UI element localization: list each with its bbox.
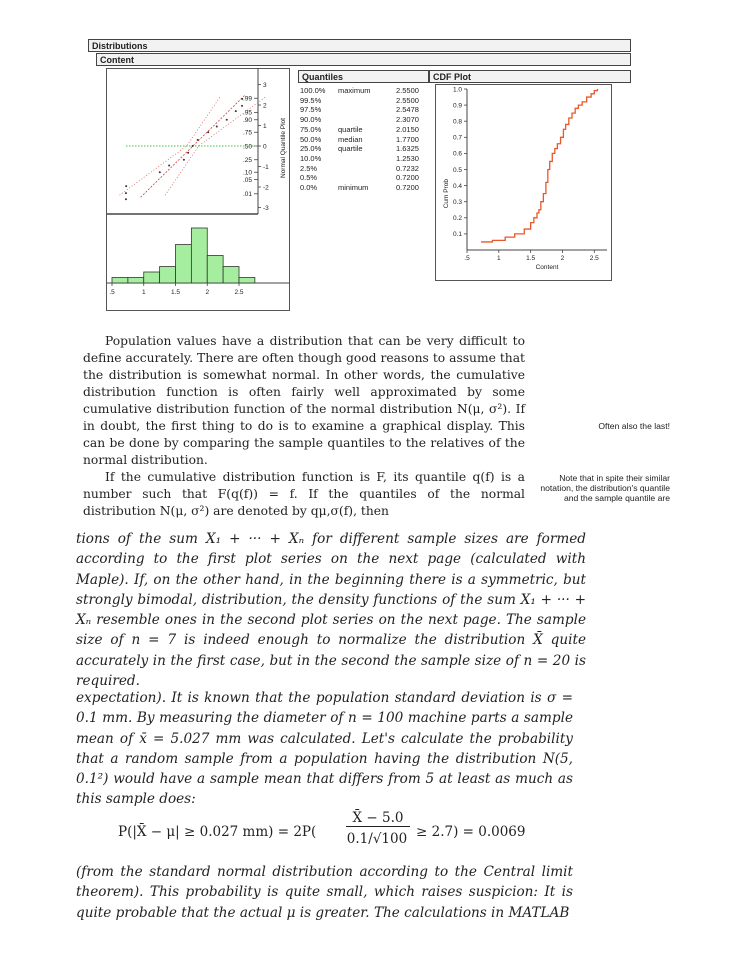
prob-tick-label: .95: [242, 109, 252, 117]
hist-x-tick-label: 1.5: [170, 289, 181, 296]
prob-tick-label: .10: [242, 169, 252, 177]
cdf-y-axis-title: Cum Prob: [443, 179, 450, 209]
content-title: Content: [100, 55, 134, 65]
prob-tick-label: .01: [242, 191, 252, 199]
prob-tick-label: .99: [242, 95, 252, 103]
quantile-point: [187, 152, 189, 154]
cdf-x-tick-label: 1: [497, 255, 501, 262]
paragraph-5: (from the standard normal distribution according to the Central limit theorem). This probability is quite small, which raises suspicion: It is quite probable that the actual μ is greater. The calculations in MATLAB: [76, 864, 573, 921]
cdf-y-tick-label: 0.3: [452, 199, 462, 206]
quantile-point: [168, 164, 170, 166]
quantile-tick-label: -1: [263, 163, 269, 171]
histogram-bar: [223, 267, 239, 284]
probability-equation: [118, 810, 578, 858]
quantile-pct: 75.0%: [300, 124, 322, 134]
cdf-y-tick-label: 1.0: [452, 86, 462, 94]
distributions-header[interactable]: [88, 39, 631, 52]
quantile-point: [125, 185, 127, 187]
equation-left: P(|X̄ − μ| ≥ 0.027 mm) = 2P(: [118, 824, 317, 840]
quantile-value: 2.5500: [396, 95, 419, 105]
quantile-value: 1.6325: [396, 144, 419, 154]
quantile-row: [300, 183, 430, 193]
quantile-value: 2.5478: [396, 105, 419, 115]
quantile-label: quartile: [338, 144, 363, 154]
quantile-pct: 99.5%: [300, 95, 322, 105]
histogram-bar: [160, 267, 176, 284]
quantile-label: median: [338, 134, 363, 144]
cdf-x-tick-label: 2: [560, 255, 565, 262]
distributions-title: Distributions: [92, 41, 148, 51]
cdf-x-tick-label: 1.5: [526, 255, 536, 262]
quantile-row: [300, 144, 430, 154]
quantile-tick-label: -2: [263, 184, 269, 192]
quantile-pct: 25.0%: [300, 144, 322, 154]
quantile-row: [300, 164, 430, 174]
prob-tick-label: .25: [242, 157, 252, 165]
cdf-y-tick-label: 0.9: [452, 102, 462, 110]
hist-x-tick-label: .5: [109, 289, 115, 296]
equation-numerator: X̄ − 5.0: [346, 810, 410, 827]
quantile-row: [300, 173, 430, 183]
prob-tick-label: .75: [242, 129, 252, 137]
quantile-label: maximum: [338, 86, 371, 95]
quantile-label: minimum: [338, 183, 369, 192]
quantile-point: [241, 98, 243, 100]
cdf-y-tick-label: 0.7: [452, 134, 462, 142]
cdf-header[interactable]: [429, 70, 631, 83]
cdf-y-tick-label: 0.1: [452, 231, 462, 239]
quantile-pct: 2.5%: [300, 163, 318, 173]
paragraph-2: If the cumulative distribution function is F, its quantile q(f) is a number such that F(q(f)) = f. If the quantiles of the normal distribution N(μ, σ²) are denoted by qμ,σ(f), then: [83, 470, 525, 518]
quantile-pct: 50.0%: [300, 134, 322, 144]
cdf-x-tick-label: .5: [464, 255, 470, 262]
quantile-row: [300, 96, 430, 106]
paragraph-3: tions of the sum X₁ + ··· + Xₙ for different sample sizes are formed according to the first plot series on the next page (calculated with Maple). If, on the other hand, in the beginning there is a symmetric, but strongly bimodal, distribution, the density functions of the sum X₁ + ··· + Xₙ resemble ones in the second plot series on the next page. The sample size of n = 7 is indeed enough to normalize the distribution X̄ quite accurately in the first case, but in the second the sample size of n = 20 is required.: [76, 531, 586, 690]
prob-tick-label: .05: [242, 176, 252, 184]
quantile-value: 0.7200: [396, 183, 419, 192]
content-header[interactable]: [96, 53, 631, 66]
quantile-value: 1.2530: [396, 153, 419, 163]
quantile-point: [125, 198, 127, 200]
quantile-point: [235, 110, 237, 112]
quantile-point: [207, 131, 209, 133]
paragraph-4: expectation). It is known that the population standard deviation is σ = 0.1 mm. By measuring the diameter of n = 100 machine parts a sample mean of x̄ = 5.027 mm was calculated. Let's calculate the probability that a random sample from a population having the distribution N(5, 0.1²) would have a sample mean that differs from 5 at least as much as this sample does:: [76, 690, 573, 808]
cdf-step-line: [481, 89, 597, 242]
quantile-value: 2.5500: [396, 86, 419, 95]
prob-tick-label: .90: [242, 117, 252, 125]
histogram-bar: [176, 245, 192, 284]
cdf-chart: [435, 84, 612, 281]
histogram-bar: [207, 256, 223, 284]
cdf-y-tick-label: 0.8: [452, 118, 462, 126]
hist-x-tick-label: 2.5: [234, 289, 244, 296]
quantile-point: [226, 119, 228, 121]
cdf-y-tick-label: 0.5: [452, 166, 462, 174]
quantile-pct: 97.5%: [300, 105, 322, 115]
cdf-y-tick-label: 0.6: [452, 150, 462, 158]
quantile-tick-label: 0: [263, 143, 267, 151]
quantile-point: [125, 192, 127, 194]
cdf-title: CDF Plot: [433, 72, 471, 82]
prob-tick-label: .50: [242, 143, 252, 151]
quantile-row: [300, 125, 430, 135]
quantile-point: [159, 171, 161, 173]
quantile-pct: 0.5%: [300, 173, 318, 183]
histogram-chart: [106, 68, 290, 311]
quantile-tick-label: 2: [263, 102, 267, 110]
quantiles-header[interactable]: [298, 70, 429, 83]
quantile-row: [300, 115, 430, 125]
quantile-pct: 10.0%: [300, 153, 322, 163]
cdf-y-tick-label: 0.4: [452, 182, 462, 190]
cdf-x-axis-title: Content: [535, 264, 559, 271]
margin-note-1: Often also the last!: [598, 421, 670, 431]
quantile-tick-label: -3: [263, 204, 269, 212]
histogram-bar: [128, 278, 144, 284]
quantile-value: 0.7232: [396, 163, 419, 173]
quantile-row: [300, 135, 430, 145]
quantile-point: [197, 139, 199, 141]
hist-x-tick-label: 1: [141, 289, 146, 296]
quantile-row: [300, 154, 430, 164]
histogram-bar: [112, 278, 128, 284]
histogram-bar: [191, 228, 207, 283]
equation-right: ≥ 2.7) = 0.0069: [416, 824, 526, 840]
quantile-label: quartile: [338, 124, 363, 134]
quantile-point: [192, 145, 194, 147]
equation-denominator: 0.1/√100: [346, 831, 408, 847]
quantile-tick-label: 3: [263, 81, 267, 89]
quantile-point: [216, 126, 218, 128]
quantile-value: 2.3070: [396, 115, 419, 125]
quantiles-title: Quantiles: [302, 72, 344, 82]
histogram-bar: [144, 272, 160, 283]
quantile-tick-label: 1: [263, 122, 267, 130]
histogram-bar: [239, 278, 255, 284]
cdf-x-tick-label: 2.5: [589, 255, 599, 262]
quantiles-table: [300, 86, 430, 206]
quantile-point: [183, 159, 185, 161]
cdf-y-tick-label: 0.2: [452, 215, 462, 223]
quantile-value: 0.7200: [396, 173, 419, 183]
paragraph-1: Population values have a distribution that can be very difficult to define accurately. There are often though good reasons to assume that the distribution is somewhat normal. In other words, the cumulative distribution function is often fairly well approximated by some cumulative distribution function of the normal distribution N(μ, σ²). If in doubt, the first thing to do is to examine a graphical display. This can be done by comparing the sample quantiles to the relatives of the normal distribution.: [83, 334, 525, 467]
quantile-value: 2.0150: [396, 124, 419, 134]
quantile-value: 1.7700: [396, 134, 419, 144]
quantile-row: [300, 105, 430, 115]
margin-note-2: Note that in spite their similar notation, the distribution's quantile and the sample quantile are: [540, 473, 670, 503]
quantile-pct: 90.0%: [300, 115, 322, 125]
hist-x-tick-label: 2: [205, 289, 210, 296]
quantile-point: [241, 105, 243, 107]
normal-quantile-axis-label: Normal Quantile Plot: [280, 118, 287, 178]
quantile-row: [300, 86, 430, 96]
quantile-pct: 0.0%: [300, 183, 318, 192]
quantile-pct: 100.0%: [300, 86, 326, 95]
